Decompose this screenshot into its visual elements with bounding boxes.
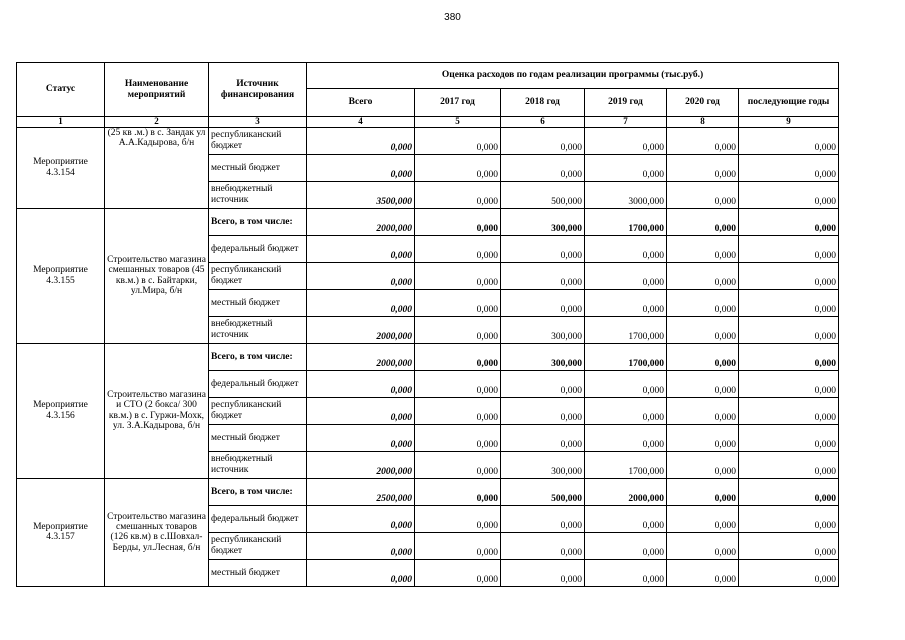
year-2019-cell: 1700,000 <box>585 451 667 478</box>
year-2019-cell: 0,000 <box>585 127 667 154</box>
later-years-cell: 0,000 <box>739 262 839 289</box>
year-2018-cell: 0,000 <box>501 127 585 154</box>
year-2018-cell: 0,000 <box>501 370 585 397</box>
later-years-cell: 0,000 <box>739 505 839 532</box>
year-2018-cell: 0,000 <box>501 559 585 586</box>
year-2020-cell: 0,000 <box>667 370 739 397</box>
year-2020-cell: 0,000 <box>667 559 739 586</box>
total-cell: 2000,000 <box>307 208 415 235</box>
total-cell: 0,000 <box>307 127 415 154</box>
later-years-cell: 0,000 <box>739 478 839 505</box>
funding-source: федеральный бюджет <box>209 235 307 262</box>
table-row <box>17 478 839 505</box>
year-2020-cell: 0,000 <box>667 262 739 289</box>
later-years-cell: 0,000 <box>739 181 839 208</box>
funding-source: республиканский бюджет <box>209 262 307 289</box>
measure-name: (25 кв .м.) в с. Зандак ул А.А.Кадырова, б/н <box>105 127 209 208</box>
measure-group <box>17 478 839 586</box>
later-years-cell: 0,000 <box>739 532 839 559</box>
year-2018-cell: 0,000 <box>501 289 585 316</box>
year-2017-cell: 0,000 <box>415 127 501 154</box>
year-2017-cell: 0,000 <box>415 505 501 532</box>
year-2020-cell: 0,000 <box>667 316 739 343</box>
year-2017-cell: 0,000 <box>415 451 501 478</box>
year-2017-cell: 0,000 <box>415 478 501 505</box>
year-2017-cell: 0,000 <box>415 208 501 235</box>
year-2019-cell: 0,000 <box>585 397 667 424</box>
column-number: 5 <box>415 117 501 128</box>
year-2020-cell: 0,000 <box>667 181 739 208</box>
year-2019-cell: 0,000 <box>585 289 667 316</box>
budget-table <box>16 62 839 587</box>
funding-source: внебюджетный источник <box>209 181 307 208</box>
funding-source: внебюджетный источник <box>209 451 307 478</box>
column-number: 1 <box>17 117 105 128</box>
year-2018-cell: 500,000 <box>501 181 585 208</box>
year-2018-cell: 0,000 <box>501 154 585 181</box>
funding-source: Всего, в том числе: <box>209 478 307 505</box>
later-years-header: последующие годы <box>739 89 839 117</box>
funding-source: местный бюджет <box>209 154 307 181</box>
funding-source: федеральный бюджет <box>209 370 307 397</box>
later-years-cell: 0,000 <box>739 370 839 397</box>
year-2019-cell: 1700,000 <box>585 208 667 235</box>
year-2018-cell: 300,000 <box>501 316 585 343</box>
later-years-cell: 0,000 <box>739 235 839 262</box>
measure-name: Строительство магазина и СТО (2 бокса/ 300 кв.м.) в с. Гуржи-Мохк, ул. З.А.Кадырова, б/н <box>105 343 209 478</box>
measure-name: Строительство магазина смешанных товаров (45 кв.м.) в с. Байтарки, ул.Мира, б/н <box>105 208 209 343</box>
year-2020-cell: 0,000 <box>667 424 739 451</box>
status-header: Статус <box>17 63 105 117</box>
total-cell: 0,000 <box>307 289 415 316</box>
year-2020-cell: 0,000 <box>667 397 739 424</box>
measure-status: Мероприятие 4.3.157 <box>17 478 105 586</box>
year-2018-cell: 0,000 <box>501 262 585 289</box>
total-cell: 0,000 <box>307 397 415 424</box>
funding-source: Всего, в том числе: <box>209 208 307 235</box>
column-number: 7 <box>585 117 667 128</box>
total-cell: 0,000 <box>307 424 415 451</box>
year-2017-cell: 0,000 <box>415 316 501 343</box>
year-2019-cell: 0,000 <box>585 532 667 559</box>
year-2018-cell: 0,000 <box>501 235 585 262</box>
year-2017-cell: 0,000 <box>415 289 501 316</box>
total-cell: 0,000 <box>307 262 415 289</box>
year-2019-cell: 0,000 <box>585 559 667 586</box>
later-years-cell: 0,000 <box>739 451 839 478</box>
total-cell: 2000,000 <box>307 316 415 343</box>
year-2019-cell: 2000,000 <box>585 478 667 505</box>
later-years-cell: 0,000 <box>739 208 839 235</box>
year-2017-header: 2017 год <box>415 89 501 117</box>
year-2020-cell: 0,000 <box>667 127 739 154</box>
later-years-cell: 0,000 <box>739 424 839 451</box>
column-number: 4 <box>307 117 415 128</box>
name-header: Наименование мероприятий <box>105 63 209 117</box>
measure-status: Мероприятие 4.3.154 <box>17 127 105 208</box>
year-2020-cell: 0,000 <box>667 478 739 505</box>
table-row <box>17 343 839 370</box>
year-2019-cell: 0,000 <box>585 235 667 262</box>
total-cell: 2000,000 <box>307 343 415 370</box>
year-2017-cell: 0,000 <box>415 262 501 289</box>
year-2017-cell: 0,000 <box>415 370 501 397</box>
year-2020-cell: 0,000 <box>667 289 739 316</box>
later-years-cell: 0,000 <box>739 397 839 424</box>
year-2017-cell: 0,000 <box>415 235 501 262</box>
year-2020-cell: 0,000 <box>667 451 739 478</box>
funding-source: республиканский бюджет <box>209 127 307 154</box>
funding-source: местный бюджет <box>209 424 307 451</box>
year-2017-cell: 0,000 <box>415 343 501 370</box>
year-2018-header: 2018 год <box>501 89 585 117</box>
year-2020-cell: 0,000 <box>667 154 739 181</box>
year-2018-cell: 0,000 <box>501 505 585 532</box>
year-2018-cell: 0,000 <box>501 397 585 424</box>
measure-status: Мероприятие 4.3.156 <box>17 343 105 478</box>
column-number: 6 <box>501 117 585 128</box>
total-cell: 2500,000 <box>307 478 415 505</box>
source-header: Источник финансирования <box>209 63 307 117</box>
funding-source: местный бюджет <box>209 559 307 586</box>
funding-source: местный бюджет <box>209 289 307 316</box>
year-2019-cell: 0,000 <box>585 262 667 289</box>
year-2018-cell: 300,000 <box>501 343 585 370</box>
column-number: 3 <box>209 117 307 128</box>
year-2019-cell: 0,000 <box>585 370 667 397</box>
measure-group <box>17 208 839 343</box>
total-cell: 0,000 <box>307 505 415 532</box>
year-2017-cell: 0,000 <box>415 532 501 559</box>
measure-name: Строительство магазина смешанных товаров (126 кв.м) в с.Шовхал-Берды, ул.Лесная, б/н <box>105 478 209 586</box>
column-number: 8 <box>667 117 739 128</box>
measure-group <box>17 343 839 478</box>
year-2018-cell: 0,000 <box>501 532 585 559</box>
later-years-cell: 0,000 <box>739 127 839 154</box>
year-2019-cell: 0,000 <box>585 505 667 532</box>
estimate-header: Оценка расходов по годам реализации программы (тыс.руб.) <box>307 63 839 89</box>
year-2018-cell: 300,000 <box>501 208 585 235</box>
year-2020-cell: 0,000 <box>667 235 739 262</box>
year-2018-cell: 300,000 <box>501 451 585 478</box>
total-cell: 0,000 <box>307 559 415 586</box>
year-2018-cell: 0,000 <box>501 424 585 451</box>
total-header: Всего <box>307 89 415 117</box>
column-number: 2 <box>105 117 209 128</box>
later-years-cell: 0,000 <box>739 559 839 586</box>
year-2020-header: 2020 год <box>667 89 739 117</box>
later-years-cell: 0,000 <box>739 154 839 181</box>
year-2017-cell: 0,000 <box>415 154 501 181</box>
later-years-cell: 0,000 <box>739 289 839 316</box>
year-2019-cell: 0,000 <box>585 424 667 451</box>
year-2017-cell: 0,000 <box>415 424 501 451</box>
total-cell: 2000,000 <box>307 451 415 478</box>
funding-source: федеральный бюджет <box>209 505 307 532</box>
total-cell: 0,000 <box>307 154 415 181</box>
year-2020-cell: 0,000 <box>667 208 739 235</box>
funding-source: республиканский бюджет <box>209 397 307 424</box>
funding-source: республиканский бюджет <box>209 532 307 559</box>
total-cell: 0,000 <box>307 532 415 559</box>
funding-source: Всего, в том числе: <box>209 343 307 370</box>
later-years-cell: 0,000 <box>739 343 839 370</box>
year-2020-cell: 0,000 <box>667 505 739 532</box>
page-number: 380 <box>444 12 461 23</box>
table-row <box>17 208 839 235</box>
column-number: 9 <box>739 117 839 128</box>
year-2020-cell: 0,000 <box>667 343 739 370</box>
total-cell: 0,000 <box>307 370 415 397</box>
total-cell: 0,000 <box>307 235 415 262</box>
table-row <box>17 127 839 154</box>
year-2019-cell: 1700,000 <box>585 343 667 370</box>
measure-group <box>17 127 839 208</box>
year-2017-cell: 0,000 <box>415 559 501 586</box>
year-2018-cell: 500,000 <box>501 478 585 505</box>
later-years-cell: 0,000 <box>739 316 839 343</box>
measure-status: Мероприятие 4.3.155 <box>17 208 105 343</box>
year-2017-cell: 0,000 <box>415 181 501 208</box>
year-2017-cell: 0,000 <box>415 397 501 424</box>
year-2019-header: 2019 год <box>585 89 667 117</box>
year-2019-cell: 0,000 <box>585 154 667 181</box>
year-2019-cell: 1700,000 <box>585 316 667 343</box>
funding-source: внебюджетный источник <box>209 316 307 343</box>
year-2020-cell: 0,000 <box>667 532 739 559</box>
column-number-row <box>17 117 839 128</box>
year-2019-cell: 3000,000 <box>585 181 667 208</box>
total-cell: 3500,000 <box>307 181 415 208</box>
